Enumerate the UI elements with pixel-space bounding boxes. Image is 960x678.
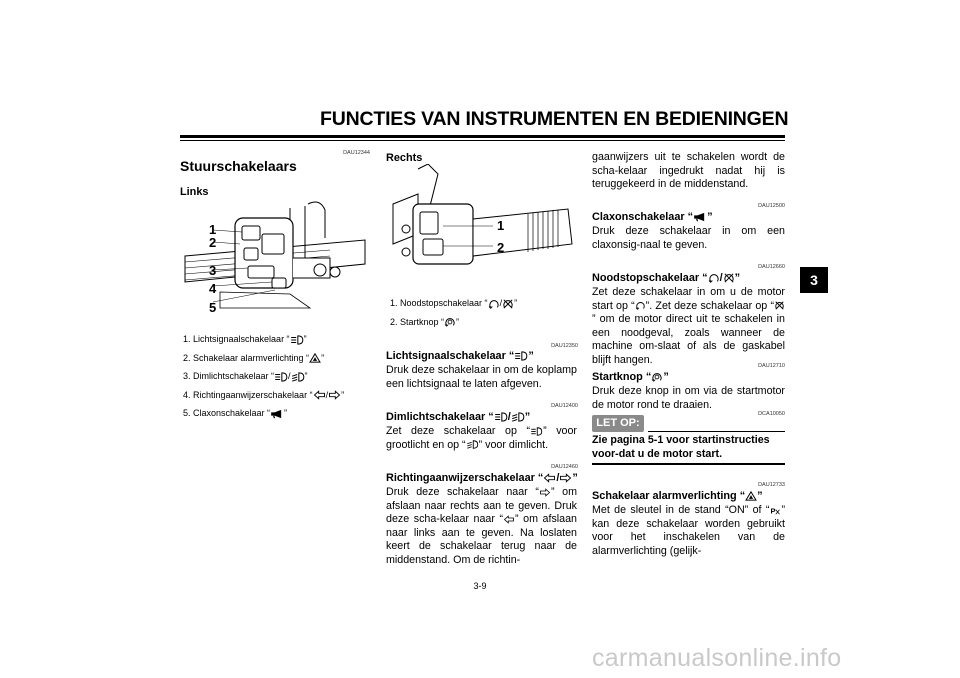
callout-1: 1 bbox=[209, 222, 217, 237]
engine-stop-icon bbox=[723, 273, 735, 283]
legend-item: 5. Claxonschakelaar “ ” bbox=[183, 408, 288, 418]
header-rule bbox=[180, 135, 785, 138]
page-number: 3-9 bbox=[473, 581, 487, 591]
section-body: Druk deze schakelaar in om een claxonsig-naal te geven. bbox=[592, 225, 785, 251]
section-body: Zet deze schakelaar op “ ” voor grootlicht en op “ ” voor dimlicht. bbox=[386, 425, 577, 451]
section-code: DAU12710 bbox=[758, 363, 785, 369]
high-beam-icon bbox=[494, 412, 508, 422]
section-body: Druk deze knop in om via de startmotor de motor rond te draaien. bbox=[592, 385, 785, 411]
section-code: DAU12460 bbox=[551, 464, 578, 470]
legend-item: 1. Noodstopschakelaar “ / ” bbox=[390, 298, 518, 308]
engine-stop-icon bbox=[502, 299, 514, 309]
continued-text: gaanwijzers uit te schakelen wordt de scha-kelaar ingedrukt nadat hij is teruggekeerd in de middenstand. bbox=[592, 151, 785, 191]
caution-rule bbox=[592, 463, 785, 465]
engine-run-icon bbox=[488, 299, 500, 309]
section-title: Dimlichtschakelaar “ / ” bbox=[386, 411, 531, 423]
callout-5: 5 bbox=[209, 300, 217, 315]
start-icon bbox=[651, 372, 663, 382]
section-code: DAU12733 bbox=[758, 482, 785, 488]
hazard-triangle-icon bbox=[745, 491, 757, 501]
low-beam-icon bbox=[511, 412, 525, 422]
legend-item: 1. Lichtsignaalschakelaar “ ” bbox=[183, 334, 307, 344]
caution-text: Zie pagina 5-1 voor startinstructies voor-dat u de motor start. bbox=[592, 434, 770, 460]
section-title: Claxonschakelaar “ ” bbox=[592, 211, 713, 223]
high-beam-icon bbox=[290, 335, 304, 345]
low-beam-icon bbox=[466, 440, 479, 449]
legend-item: 2. Schakelaar alarmverlichting “ ” bbox=[183, 352, 325, 363]
callout-3: 3 bbox=[209, 263, 217, 278]
start-icon bbox=[444, 317, 456, 327]
engine-stop-icon bbox=[774, 301, 785, 310]
high-beam-icon bbox=[530, 427, 543, 436]
turn-right-icon bbox=[559, 473, 572, 483]
horn-icon bbox=[270, 409, 284, 419]
section-body: Druk deze schakelaar naar “ ” om afslaan naar rechts aan te geven. Druk deze scha-kelaar naar “ ” om afslaan naar links aan te geven. Na loslaten keert de schakelaar terug naar de middenstand. Om de richtin- bbox=[386, 486, 578, 566]
section-code: DAU12350 bbox=[551, 343, 578, 349]
section-code: DCA10050 bbox=[758, 411, 785, 417]
section-body: Druk deze schakelaar in om de koplamp een lichtsignaal te laten afgeven. bbox=[386, 364, 577, 390]
section-title: Startknop “ ” bbox=[592, 371, 669, 383]
callout-r2: 2 bbox=[497, 240, 505, 255]
chapter-tab: 3 bbox=[800, 267, 828, 293]
callout-r1: 1 bbox=[497, 218, 505, 233]
legend-item: 3. Dimlichtschakelaar “ / ” bbox=[183, 371, 308, 381]
section-title: Noodstopschakelaar “ / ” bbox=[592, 272, 741, 284]
callout-4: 4 bbox=[209, 281, 217, 296]
section-code: DAU12344 bbox=[343, 150, 370, 156]
callout-2: 2 bbox=[209, 235, 217, 250]
section-code: DAU12500 bbox=[758, 203, 785, 209]
engine-run-icon bbox=[708, 273, 720, 283]
section-title: Lichtsignaalschakelaar “ ” bbox=[386, 350, 534, 362]
subheading-links: Links bbox=[180, 186, 209, 198]
turn-right-icon bbox=[328, 390, 341, 400]
turn-left-icon bbox=[503, 515, 515, 524]
section-title: Richtingaanwijzerschakelaar “ / ” bbox=[386, 472, 578, 484]
high-beam-icon bbox=[514, 351, 528, 361]
section-title: Schakelaar alarmverlichting “ ” bbox=[592, 490, 763, 502]
hazard-triangle-icon bbox=[309, 353, 321, 363]
caution-line bbox=[648, 431, 785, 432]
engine-run-icon bbox=[635, 301, 646, 310]
high-beam-icon bbox=[274, 372, 288, 382]
section-body: Met de sleutel in de stand “ON” of “ ” kan deze schakelaar worden gebruikt voor het inschakelen van de alarmverlichting (gelijk- bbox=[592, 504, 785, 557]
turn-right-icon bbox=[539, 488, 551, 497]
turn-left-icon bbox=[313, 390, 326, 400]
subheading-rechts: Rechts bbox=[386, 152, 423, 164]
horn-icon bbox=[693, 212, 707, 222]
watermark: carmanualsonline.info bbox=[592, 644, 842, 672]
section-code: DAU12400 bbox=[551, 403, 578, 409]
legend-item: 4. Richtingaanwijzerschakelaar “ / ” bbox=[183, 389, 345, 400]
legend-list-right bbox=[390, 294, 517, 331]
parking-icon bbox=[769, 506, 781, 515]
right-handlebar-illustration bbox=[388, 164, 578, 289]
caution-label: LET OP: bbox=[592, 415, 644, 432]
low-beam-icon bbox=[291, 372, 305, 382]
section-heading: Stuurschakelaars bbox=[180, 158, 297, 174]
header-rule-thin bbox=[180, 140, 785, 141]
legend-item: 2. Startknop “ ” bbox=[390, 316, 460, 327]
legend-list bbox=[183, 330, 344, 423]
section-body: Zet deze schakelaar in om u de motor start op “ ”. Zet deze schakelaar op “ ” om de motor direct uit te schakelen in een noodgeval, zoals wanneer de machine om-slaat of als de gaskabel blijft hangen. bbox=[592, 286, 785, 366]
section-code: DAU12660 bbox=[758, 264, 785, 270]
page-title: FUNCTIES VAN INSTRUMENTEN EN BEDIENINGEN bbox=[320, 108, 789, 130]
turn-left-icon bbox=[543, 473, 556, 483]
